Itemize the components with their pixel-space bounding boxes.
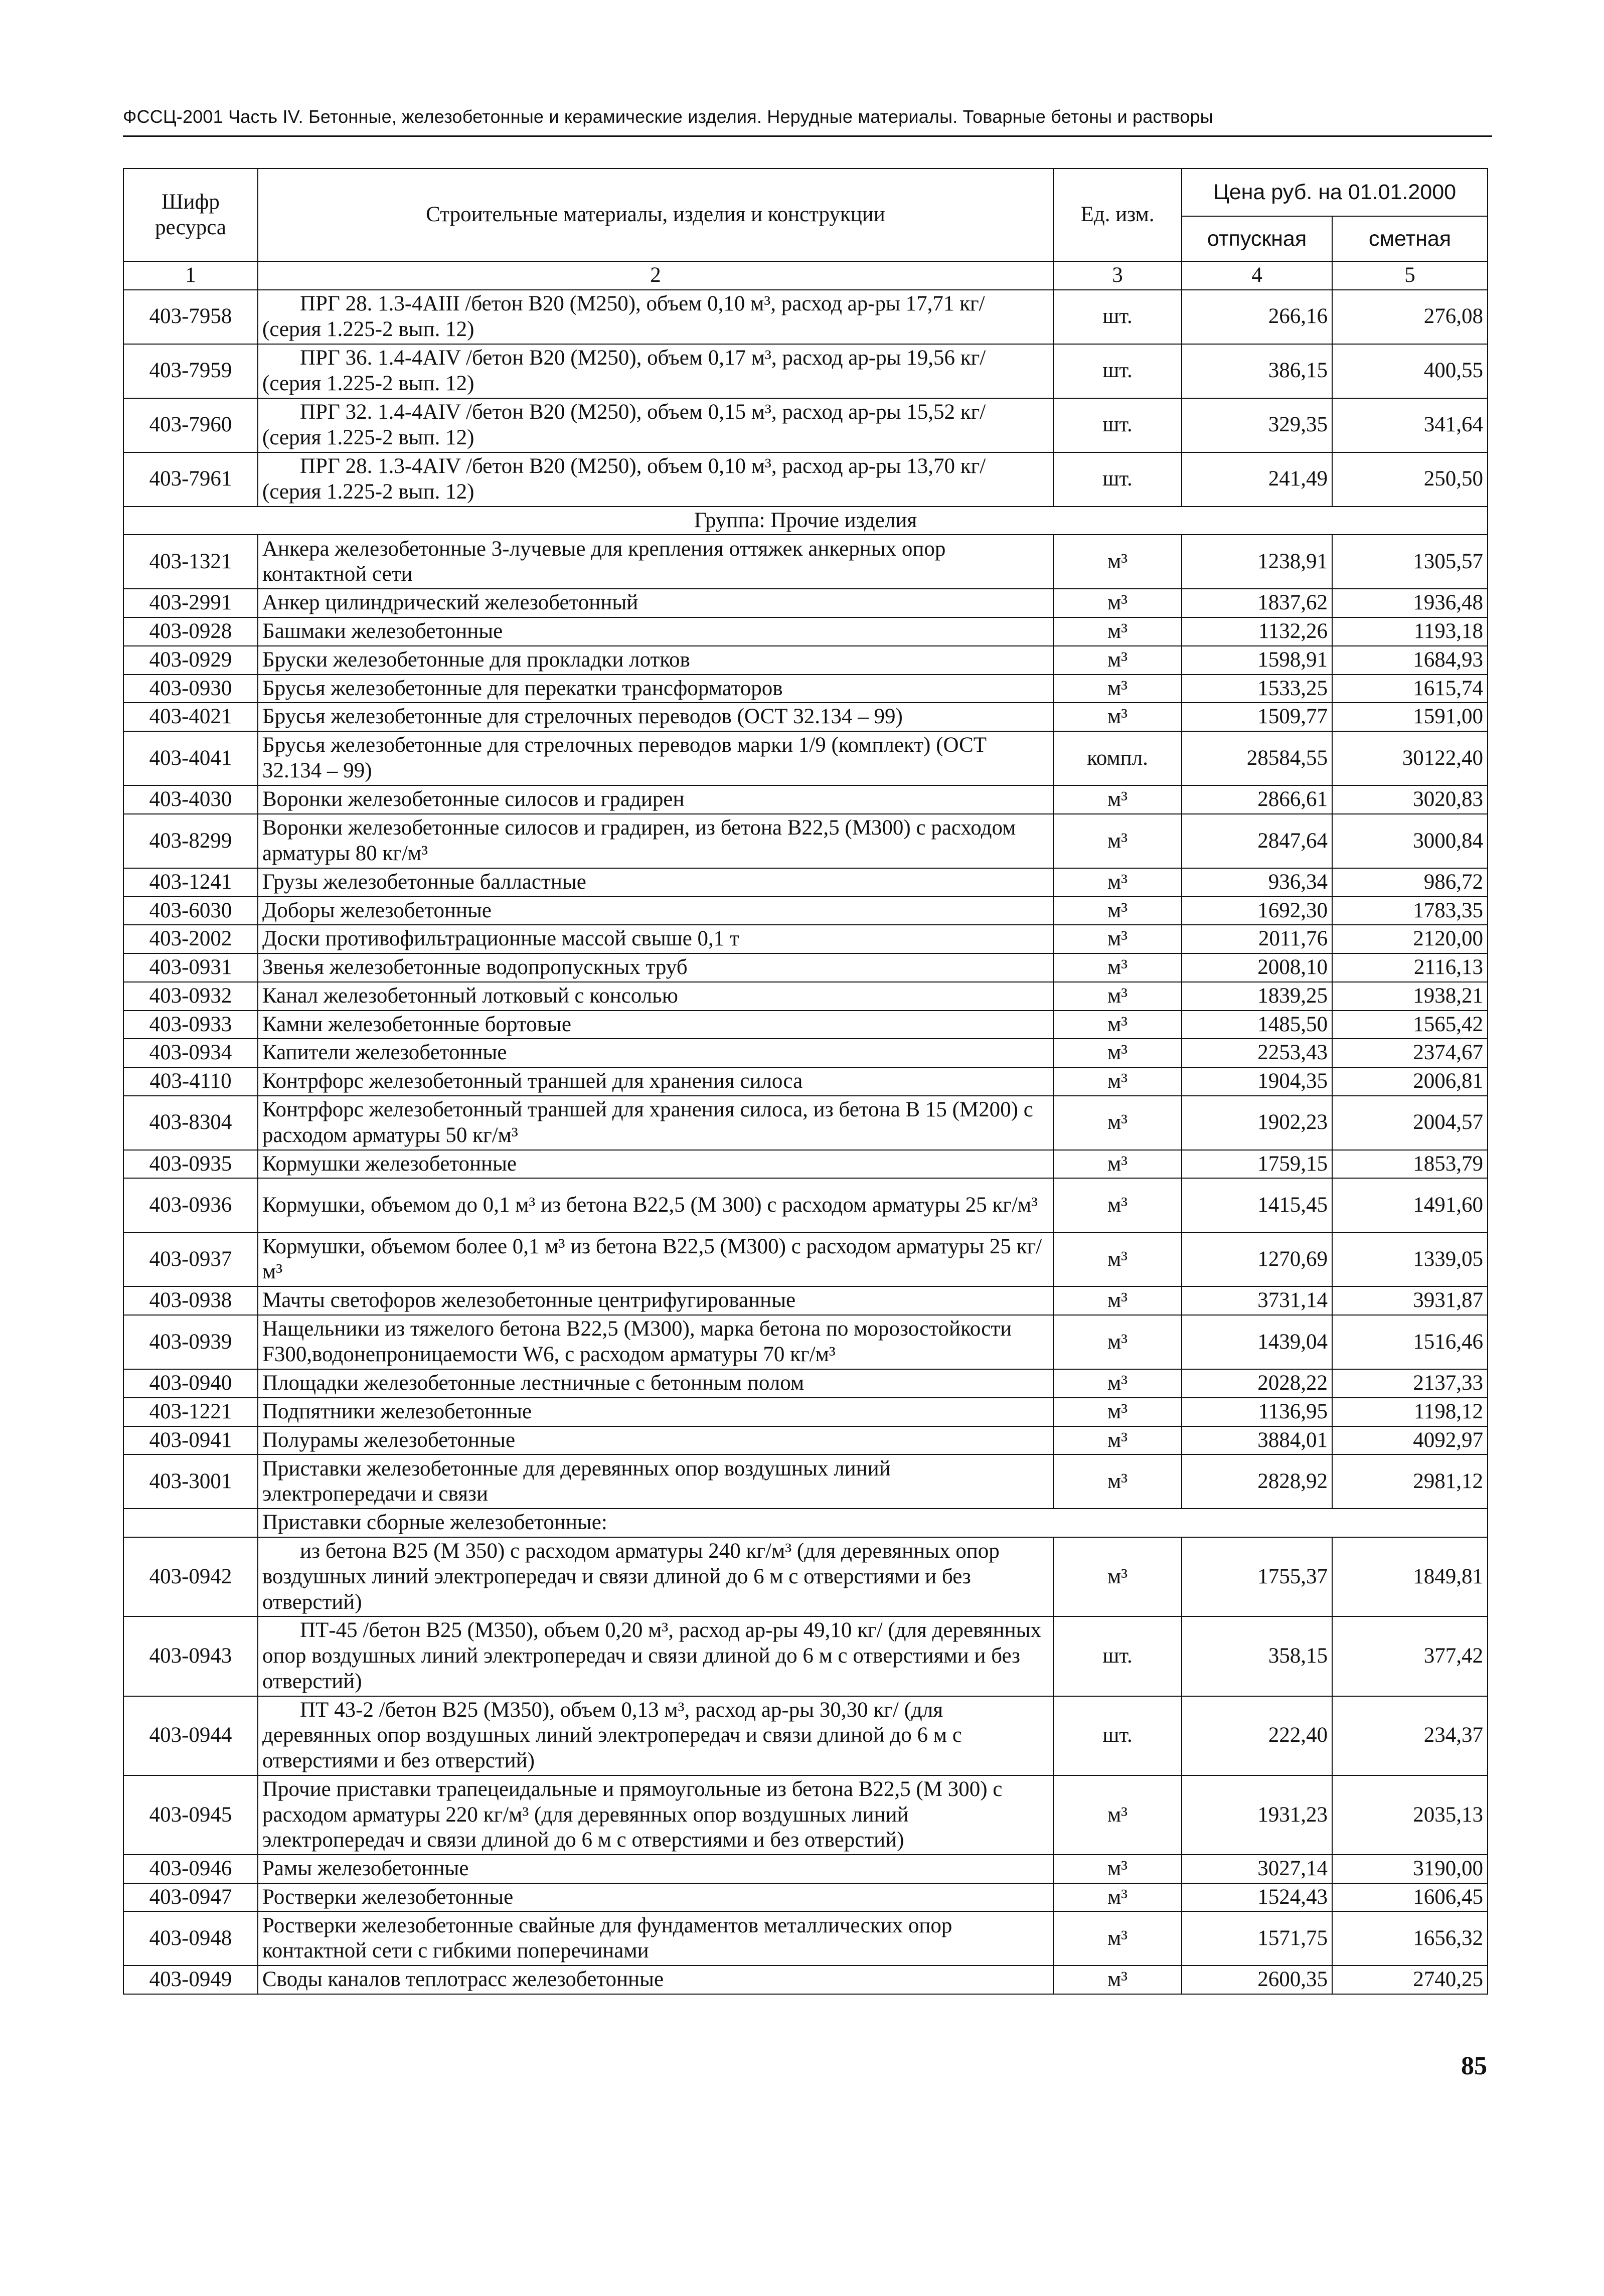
table-row [123, 1369, 1488, 1398]
estimate-price: 30122,40 [1332, 731, 1488, 785]
release-price: 329,35 [1182, 398, 1332, 452]
unit-of-measure: м³ [1053, 1426, 1182, 1455]
table-row [123, 589, 1488, 617]
resource-code: 403-6030 [123, 897, 258, 925]
table-row [123, 1696, 1488, 1775]
estimate-price: 1606,45 [1332, 1883, 1488, 1912]
estimate-price: 1339,05 [1332, 1232, 1488, 1286]
resource-code: 403-4110 [123, 1067, 258, 1096]
subgroup-title: Приставки сборные железобетонные: [258, 1509, 1488, 1537]
table-row [123, 1178, 1488, 1232]
release-price: 358,15 [1182, 1616, 1332, 1696]
material-name: Грузы железобетонные балластные [258, 868, 1053, 897]
header-estimate-price: сметная [1332, 216, 1488, 261]
release-price: 2011,76 [1182, 925, 1332, 953]
release-price: 2847,64 [1182, 814, 1332, 868]
resource-code: 403-7961 [123, 452, 258, 507]
resource-code: 403-0934 [123, 1039, 258, 1067]
rows-top [123, 290, 1488, 507]
estimate-price: 1615,74 [1332, 675, 1488, 703]
estimate-price: 3931,87 [1332, 1286, 1488, 1315]
release-price: 28584,55 [1182, 731, 1332, 785]
unit-of-measure: м³ [1053, 646, 1182, 675]
material-name: Подпятники железобетонные [258, 1398, 1053, 1426]
resource-code: 403-0937 [123, 1232, 258, 1286]
table-row [123, 1911, 1488, 1965]
release-price: 1533,25 [1182, 675, 1332, 703]
resource-code: 403-1221 [123, 1398, 258, 1426]
release-price: 241,49 [1182, 452, 1332, 507]
unit-of-measure: м³ [1053, 1398, 1182, 1426]
resource-code: 403-0946 [123, 1855, 258, 1883]
unit-of-measure: м³ [1053, 868, 1182, 897]
resource-code: 403-1241 [123, 868, 258, 897]
resource-code: 403-0947 [123, 1883, 258, 1912]
release-price: 2008,10 [1182, 953, 1332, 982]
table-row [123, 290, 1488, 344]
table-row [123, 675, 1488, 703]
estimate-price: 341,64 [1332, 398, 1488, 452]
unit-of-measure: м³ [1053, 1883, 1182, 1912]
table-row [123, 1965, 1488, 1994]
table-row [123, 535, 1488, 589]
column-number: 1 [123, 261, 258, 290]
unit-of-measure: м³ [1053, 1232, 1182, 1286]
resource-code: 403-0931 [123, 953, 258, 982]
estimate-price: 377,42 [1332, 1616, 1488, 1696]
table-row [123, 1454, 1488, 1509]
estimate-price: 1591,00 [1332, 703, 1488, 731]
material-name: Башмаки железобетонные [258, 617, 1053, 646]
material-name: ПРГ 28. 1.3-4АIII /бетон В20 (М250), объем 0,10 м³, расход ар-ры 17,71 кг/ (серия 1.225-2 вып. 12) [258, 290, 1053, 344]
estimate-price: 1853,79 [1332, 1150, 1488, 1179]
table-row [123, 1315, 1488, 1369]
estimate-price: 1684,93 [1332, 646, 1488, 675]
resource-code: 403-0944 [123, 1696, 258, 1775]
estimate-price: 400,55 [1332, 344, 1488, 398]
column-number: 5 [1332, 261, 1488, 290]
resource-code: 403-0936 [123, 1178, 258, 1232]
table-row [123, 982, 1488, 1011]
table-row [123, 868, 1488, 897]
estimate-price: 1783,35 [1332, 897, 1488, 925]
unit-of-measure: м³ [1053, 589, 1182, 617]
table-row [123, 1232, 1488, 1286]
material-name: из бетона В25 (М 350) с расходом арматуры 240 кг/м³ (для деревянных опор воздушных линий электропередач и связи длиной до 6 м с отверстиями и без отверстий) [258, 1537, 1053, 1616]
estimate-price: 1656,32 [1332, 1911, 1488, 1965]
unit-of-measure: м³ [1053, 535, 1182, 589]
estimate-price: 2004,57 [1332, 1096, 1488, 1150]
unit-of-measure: м³ [1053, 1067, 1182, 1096]
material-name: ПТ 43-2 /бетон В25 (М350), объем 0,13 м³, расход ар-ры 30,30 кг/ (для деревянных опор воздушных линий электропередач и связи длиной до 6 м с отверстиями и без отверстий) [258, 1696, 1053, 1775]
material-name: Брусья железобетонные для перекатки трансформаторов [258, 675, 1053, 703]
resource-code: 403-0938 [123, 1286, 258, 1315]
table-row [123, 785, 1488, 814]
resource-code: 403-2002 [123, 925, 258, 953]
table-row [123, 1616, 1488, 1696]
release-price: 1132,26 [1182, 617, 1332, 646]
release-price: 1902,23 [1182, 1096, 1332, 1150]
unit-of-measure: м³ [1053, 1537, 1182, 1616]
release-price: 266,16 [1182, 290, 1332, 344]
resource-code: 403-0933 [123, 1011, 258, 1039]
material-name: Воронки железобетонные силосов и градирен [258, 785, 1053, 814]
table-row [123, 1426, 1488, 1455]
estimate-price: 2740,25 [1332, 1965, 1488, 1994]
resource-code: 403-4041 [123, 731, 258, 785]
estimate-price: 1491,60 [1332, 1178, 1488, 1232]
material-name: Контрфорс железобетонный траншей для хранения силоса, из бетона В 15 (М200) с расходом арматуры 50 кг/м³ [258, 1096, 1053, 1150]
table-row [123, 1775, 1488, 1855]
release-price: 1238,91 [1182, 535, 1332, 589]
resource-code: 403-8304 [123, 1096, 258, 1150]
material-name: Бруски железобетонные для прокладки лотков [258, 646, 1053, 675]
table-row [123, 1398, 1488, 1426]
material-name: Камни железобетонные бортовые [258, 1011, 1053, 1039]
running-header: ФССЦ-2001 Часть IV. Бетонные, железобетонные и керамические изделия. Нерудные материалы. Товарные бетоны и растворы [123, 106, 1213, 127]
estimate-price: 1565,42 [1332, 1011, 1488, 1039]
estimate-price: 1849,81 [1332, 1537, 1488, 1616]
resource-code: 403-0932 [123, 982, 258, 1011]
unit-of-measure: м³ [1053, 675, 1182, 703]
release-price: 1270,69 [1182, 1232, 1332, 1286]
resource-code: 403-7959 [123, 344, 258, 398]
unit-of-measure: компл. [1053, 731, 1182, 785]
table-row [123, 1011, 1488, 1039]
material-name: Прочие приставки трапецеидальные и прямоугольные из бетона В22,5 (М 300) с расходом арматуры 220 кг/м³ (для деревянных опор воздушных линий электропередач и связи длиной до 6 м с отверстиями и без отверстий) [258, 1775, 1053, 1855]
table-row [123, 953, 1488, 982]
material-name: Мачты светофоров железобетонные центрифугированные [258, 1286, 1053, 1315]
material-name: Контрфорс железобетонный траншей для хранения силоса [258, 1067, 1053, 1096]
table-row [123, 1855, 1488, 1883]
unit-of-measure: м³ [1053, 1911, 1182, 1965]
resource-code: 403-3001 [123, 1454, 258, 1509]
material-name: ПРГ 36. 1.4-4АIV /бетон В20 (М250), объем 0,17 м³, расход ар-ры 19,56 кг/ (серия 1.225-2 вып. 12) [258, 344, 1053, 398]
header-rule [123, 135, 1492, 137]
unit-of-measure: м³ [1053, 1369, 1182, 1398]
material-name: Анкера железобетонные 3-лучевые для крепления оттяжек анкерных опор контактной сети [258, 535, 1053, 589]
unit-of-measure: м³ [1053, 982, 1182, 1011]
table-row [123, 1286, 1488, 1315]
release-price: 1598,91 [1182, 646, 1332, 675]
subgroup-code-cell [123, 1509, 258, 1537]
table-row [123, 617, 1488, 646]
unit-of-measure: м³ [1053, 925, 1182, 953]
unit-of-measure: м³ [1053, 1286, 1182, 1315]
estimate-price: 3190,00 [1332, 1855, 1488, 1883]
unit-of-measure: шт. [1053, 398, 1182, 452]
release-price: 1759,15 [1182, 1150, 1332, 1179]
release-price: 1136,95 [1182, 1398, 1332, 1426]
subgroup-row [123, 1509, 1488, 1537]
release-price: 936,34 [1182, 868, 1332, 897]
table-row [123, 1150, 1488, 1179]
release-price: 222,40 [1182, 1696, 1332, 1775]
estimate-price: 2116,13 [1332, 953, 1488, 982]
table-row [123, 897, 1488, 925]
column-number: 3 [1053, 261, 1182, 290]
unit-of-measure: м³ [1053, 703, 1182, 731]
release-price: 1485,50 [1182, 1011, 1332, 1039]
release-price: 2600,35 [1182, 1965, 1332, 1994]
unit-of-measure: м³ [1053, 1039, 1182, 1067]
material-name: Кормушки железобетонные [258, 1150, 1053, 1179]
unit-of-measure: м³ [1053, 953, 1182, 982]
estimate-price: 250,50 [1332, 452, 1488, 507]
unit-of-measure: м³ [1053, 785, 1182, 814]
header-price: Цена руб. на 01.01.2000 [1182, 169, 1488, 216]
resource-code: 403-0928 [123, 617, 258, 646]
material-name: ПРГ 28. 1.3-4АIV /бетон В20 (М250), объем 0,10 м³, расход ар-ры 13,70 кг/ (серия 1.225-2 вып. 12) [258, 452, 1053, 507]
resource-code: 403-0930 [123, 675, 258, 703]
unit-of-measure: шт. [1053, 1696, 1182, 1775]
estimate-price: 2137,33 [1332, 1369, 1488, 1398]
table-row [123, 703, 1488, 731]
table-row [123, 925, 1488, 953]
unit-of-measure: шт. [1053, 344, 1182, 398]
material-name: Воронки железобетонные силосов и градирен, из бетона В22,5 (М300) с расходом арматуры 80 кг/м³ [258, 814, 1053, 868]
material-name: ПТ-45 /бетон В25 (М350), объем 0,20 м³, расход ар-ры 49,10 кг/ (для деревянных опор воздушных линий электропередач и связи длиной до 6 м с отверстиями и без отверстий) [258, 1616, 1053, 1696]
unit-of-measure: м³ [1053, 617, 1182, 646]
table-row [123, 398, 1488, 452]
material-name: Капители железобетонные [258, 1039, 1053, 1067]
unit-of-measure: м³ [1053, 1150, 1182, 1179]
release-price: 1837,62 [1182, 589, 1332, 617]
release-price: 1692,30 [1182, 897, 1332, 925]
estimate-price: 1198,12 [1332, 1398, 1488, 1426]
table-row [123, 731, 1488, 785]
estimate-price: 1516,46 [1332, 1315, 1488, 1369]
release-price: 1439,04 [1182, 1315, 1332, 1369]
release-price: 2828,92 [1182, 1454, 1332, 1509]
group-row [123, 507, 1488, 535]
column-number: 4 [1182, 261, 1332, 290]
rows-tail [123, 1775, 1488, 1994]
material-name: Ростверки железобетонные [258, 1883, 1053, 1912]
release-price: 2253,43 [1182, 1039, 1332, 1067]
resource-code: 403-0945 [123, 1775, 258, 1855]
material-name: Канал железобетонный лотковый с консолью [258, 982, 1053, 1011]
unit-of-measure: м³ [1053, 1855, 1182, 1883]
resource-code: 403-7958 [123, 290, 258, 344]
table-row [123, 1096, 1488, 1150]
header-name: Строительные материалы, изделия и конструкции [258, 169, 1053, 261]
unit-of-measure: шт. [1053, 290, 1182, 344]
estimate-price: 276,08 [1332, 290, 1488, 344]
group-title: Группа: Прочие изделия [123, 507, 1488, 535]
material-name: Приставки железобетонные для деревянных опор воздушных линий электропередачи и связи [258, 1454, 1053, 1509]
resource-code: 403-0935 [123, 1150, 258, 1179]
table-row [123, 452, 1488, 507]
unit-of-measure: шт. [1053, 452, 1182, 507]
release-price: 3027,14 [1182, 1855, 1332, 1883]
table-row [123, 646, 1488, 675]
unit-of-measure: м³ [1053, 814, 1182, 868]
material-name: Своды каналов теплотрасс железобетонные [258, 1965, 1053, 1994]
resource-code: 403-0941 [123, 1426, 258, 1455]
table-row [123, 1883, 1488, 1912]
rows-sub [123, 1537, 1488, 1775]
resource-code: 403-2991 [123, 589, 258, 617]
release-price: 1839,25 [1182, 982, 1332, 1011]
estimate-price: 1305,57 [1332, 535, 1488, 589]
resource-code: 403-0940 [123, 1369, 258, 1398]
resource-code: 403-0943 [123, 1616, 258, 1696]
material-name: Кормушки, объемом до 0,1 м³ из бетона В22,5 (М 300) с расходом арматуры 25 кг/м³ [258, 1178, 1053, 1232]
estimate-price: 2374,67 [1332, 1039, 1488, 1067]
resource-code: 403-0942 [123, 1537, 258, 1616]
material-name: Доски противофильтрационные массой свыше 0,1 т [258, 925, 1053, 953]
resource-code: 403-7960 [123, 398, 258, 452]
unit-of-measure: шт. [1053, 1616, 1182, 1696]
rows-main [123, 535, 1488, 1509]
table-row [123, 1039, 1488, 1067]
estimate-price: 1193,18 [1332, 617, 1488, 646]
header-code: Шифр ресурса [123, 169, 258, 261]
release-price: 1904,35 [1182, 1067, 1332, 1096]
release-price: 1931,23 [1182, 1775, 1332, 1855]
material-name: Анкер цилиндрический железобетонный [258, 589, 1053, 617]
estimate-price: 1936,48 [1332, 589, 1488, 617]
resource-code: 403-1321 [123, 535, 258, 589]
estimate-price: 1938,21 [1332, 982, 1488, 1011]
unit-of-measure: м³ [1053, 1965, 1182, 1994]
header-release-price: отпускная [1182, 216, 1332, 261]
unit-of-measure: м³ [1053, 897, 1182, 925]
material-name: Нащельники из тяжелого бетона В22,5 (М300), марка бетона по морозостойкости F300,водонепроницаемости W6, с расходом арматуры 70 кг/м³ [258, 1315, 1053, 1369]
release-price: 386,15 [1182, 344, 1332, 398]
unit-of-measure: м³ [1053, 1178, 1182, 1232]
resource-code: 403-0948 [123, 1911, 258, 1965]
release-price: 1415,45 [1182, 1178, 1332, 1232]
unit-of-measure: м³ [1053, 1011, 1182, 1039]
release-price: 1509,77 [1182, 703, 1332, 731]
material-name: ПРГ 32. 1.4-4АIV /бетон В20 (М250), объем 0,15 м³, расход ар-ры 15,52 кг/ (серия 1.225-2 вып. 12) [258, 398, 1053, 452]
page-number: 85 [1461, 2052, 1487, 2080]
estimate-price: 2981,12 [1332, 1454, 1488, 1509]
release-price: 3731,14 [1182, 1286, 1332, 1315]
price-table [123, 168, 1488, 1995]
estimate-price: 2006,81 [1332, 1067, 1488, 1096]
resource-code: 403-8299 [123, 814, 258, 868]
material-name: Брусья железобетонные для стрелочных переводов (ОСТ 32.134 – 99) [258, 703, 1053, 731]
material-name: Доборы железобетонные [258, 897, 1053, 925]
release-price: 2028,22 [1182, 1369, 1332, 1398]
unit-of-measure: м³ [1053, 1315, 1182, 1369]
material-name: Брусья железобетонные для стрелочных переводов марки 1/9 (комплект) (ОСТ 32.134 – 99) [258, 731, 1053, 785]
release-price: 3884,01 [1182, 1426, 1332, 1455]
material-name: Звенья железобетонные водопропускных труб [258, 953, 1053, 982]
release-price: 1755,37 [1182, 1537, 1332, 1616]
resource-code: 403-4030 [123, 785, 258, 814]
material-name: Полурамы железобетонные [258, 1426, 1053, 1455]
material-name: Кормушки, объемом более 0,1 м³ из бетона В22,5 (М300) с расходом арматуры 25 кг/м³ [258, 1232, 1053, 1286]
estimate-price: 2120,00 [1332, 925, 1488, 953]
material-name: Ростверки железобетонные свайные для фундаментов металлических опор контактной сети с гибкими поперечинами [258, 1911, 1053, 1965]
material-name: Площадки железобетонные лестничные с бетонным полом [258, 1369, 1053, 1398]
estimate-price: 4092,97 [1332, 1426, 1488, 1455]
resource-code: 403-0929 [123, 646, 258, 675]
release-price: 2866,61 [1182, 785, 1332, 814]
estimate-price: 234,37 [1332, 1696, 1488, 1775]
column-numbers-row [123, 261, 1488, 290]
material-name: Рамы железобетонные [258, 1855, 1053, 1883]
header-unit: Ед. изм. [1053, 169, 1182, 261]
estimate-price: 3000,84 [1332, 814, 1488, 868]
release-price: 1571,75 [1182, 1911, 1332, 1965]
resource-code: 403-0939 [123, 1315, 258, 1369]
estimate-price: 2035,13 [1332, 1775, 1488, 1855]
table-row [123, 1537, 1488, 1616]
column-number: 2 [258, 261, 1053, 290]
resource-code: 403-0949 [123, 1965, 258, 1994]
unit-of-measure: м³ [1053, 1454, 1182, 1509]
table-row [123, 1067, 1488, 1096]
estimate-price: 3020,83 [1332, 785, 1488, 814]
table-row [123, 814, 1488, 868]
estimate-price: 986,72 [1332, 868, 1488, 897]
unit-of-measure: м³ [1053, 1096, 1182, 1150]
release-price: 1524,43 [1182, 1883, 1332, 1912]
unit-of-measure: м³ [1053, 1775, 1182, 1855]
table-row [123, 344, 1488, 398]
resource-code: 403-4021 [123, 703, 258, 731]
